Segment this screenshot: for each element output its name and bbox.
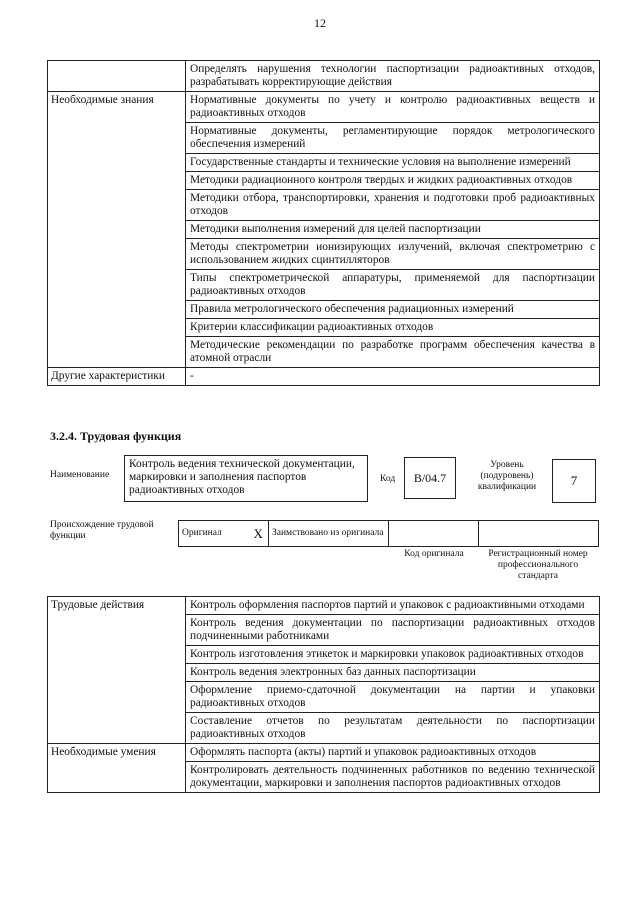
table-row [48, 61, 600, 92]
table-row [48, 597, 600, 615]
row-item: Нормативные документы по учету и контролю радиоактивных веществ и радиоактивных отходов [186, 92, 600, 123]
reg-number-label: Регистрационный номер профессионального стандарта [488, 549, 588, 581]
table-row [48, 368, 600, 386]
function-name-value: Контроль ведения технической документации, маркировки и заполнения паспортов радиоактивных отходов [129, 458, 355, 496]
level-label: Уровень (подуровень) квалификации [477, 460, 537, 492]
origin-borrowed: Заимствовано из оригинала [269, 521, 389, 547]
row-label: Необходимые умения [48, 744, 186, 793]
origin-table [178, 520, 599, 547]
row-label: Трудовые действия [48, 597, 186, 744]
row-item: Контроль ведения электронных баз данных паспортизации [186, 664, 600, 682]
row-item: Типы спектрометрической аппаратуры, применяемой для паспортизации радиоактивных отходов [186, 270, 600, 301]
code-original-label: Код оригинала [404, 549, 464, 559]
row-item: Методики радиационного контроля твердых и жидких радиоактивных отходов [186, 172, 600, 190]
origin-label: Происхождение трудовой функции [50, 520, 154, 541]
row-item: Методики выполнения измерений для целей паспортизации [186, 221, 600, 239]
origin-code-cell [389, 521, 479, 547]
row-item: Определять нарушения технологии паспортизации радиоактивных отходов, разрабатывать корректирующие действия [186, 61, 600, 92]
table-row [48, 744, 600, 762]
level-box [552, 459, 596, 503]
actions-table [47, 596, 600, 793]
row-item: Критерии классификации радиоактивных отходов [186, 319, 600, 337]
row-label: Другие характеристики [48, 368, 186, 386]
row-item: Контролировать деятельность подчиненных работников по ведению технической документации, маркировки и заполнения паспортов радиоактивных отходов [186, 762, 600, 793]
row-item: Нормативные документы, регламентирующие порядок метрологического обеспечения измерений [186, 123, 600, 154]
row-item: Правила метрологического обеспечения радиационных измерений [186, 301, 600, 319]
code-value: B/04.7 [413, 471, 447, 485]
code-box [404, 457, 456, 499]
row-item: Методы спектрометрии ионизирующих излучений, включая спектрометрию с использованием жидких сцинтилляторов [186, 239, 600, 270]
code-label: Код [380, 474, 396, 484]
page-number: 12 [314, 16, 326, 30]
row-item: Государственные стандарты и технические условия на выполнение измерений [186, 154, 600, 172]
row-item: Методики отбора, транспортировки, хранения и подготовки проб радиоактивных отходов [186, 190, 600, 221]
origin-reg-cell [479, 521, 599, 547]
section-title: 3.2.4. Трудовая функция [50, 429, 182, 443]
row-item: Оформлять паспорта (акты) партий и упаковок радиоактивных отходов [186, 744, 600, 762]
origin-original: Оригинал [179, 521, 249, 547]
level-value: 7 [570, 473, 578, 488]
row-item: Оформление приемо-сдаточной документации на партии и упаковки радиоактивных отходов [186, 682, 600, 713]
row-item: - [186, 368, 600, 386]
knowledge-table [47, 60, 600, 386]
origin-mark: X [249, 521, 269, 547]
row-label [48, 61, 186, 92]
row-item: Контроль ведения документации по паспортизации радиоактивных отходов подчиненными работниками [186, 615, 600, 646]
function-name-box [124, 455, 368, 502]
row-item: Составление отчетов по результатам деятельности по паспортизации радиоактивных отходов [186, 713, 600, 744]
table-row [48, 92, 600, 123]
row-label: Необходимые знания [48, 92, 186, 368]
row-item: Контроль изготовления этикеток и маркировки упаковок радиоактивных отходов [186, 646, 600, 664]
name-label: Наименование [50, 470, 110, 480]
row-item: Методические рекомендации по разработке программ обеспечения качества в атомной отрасли [186, 337, 600, 368]
row-item: Контроль оформления паспортов партий и упаковок с радиоактивными отходами [186, 597, 600, 615]
